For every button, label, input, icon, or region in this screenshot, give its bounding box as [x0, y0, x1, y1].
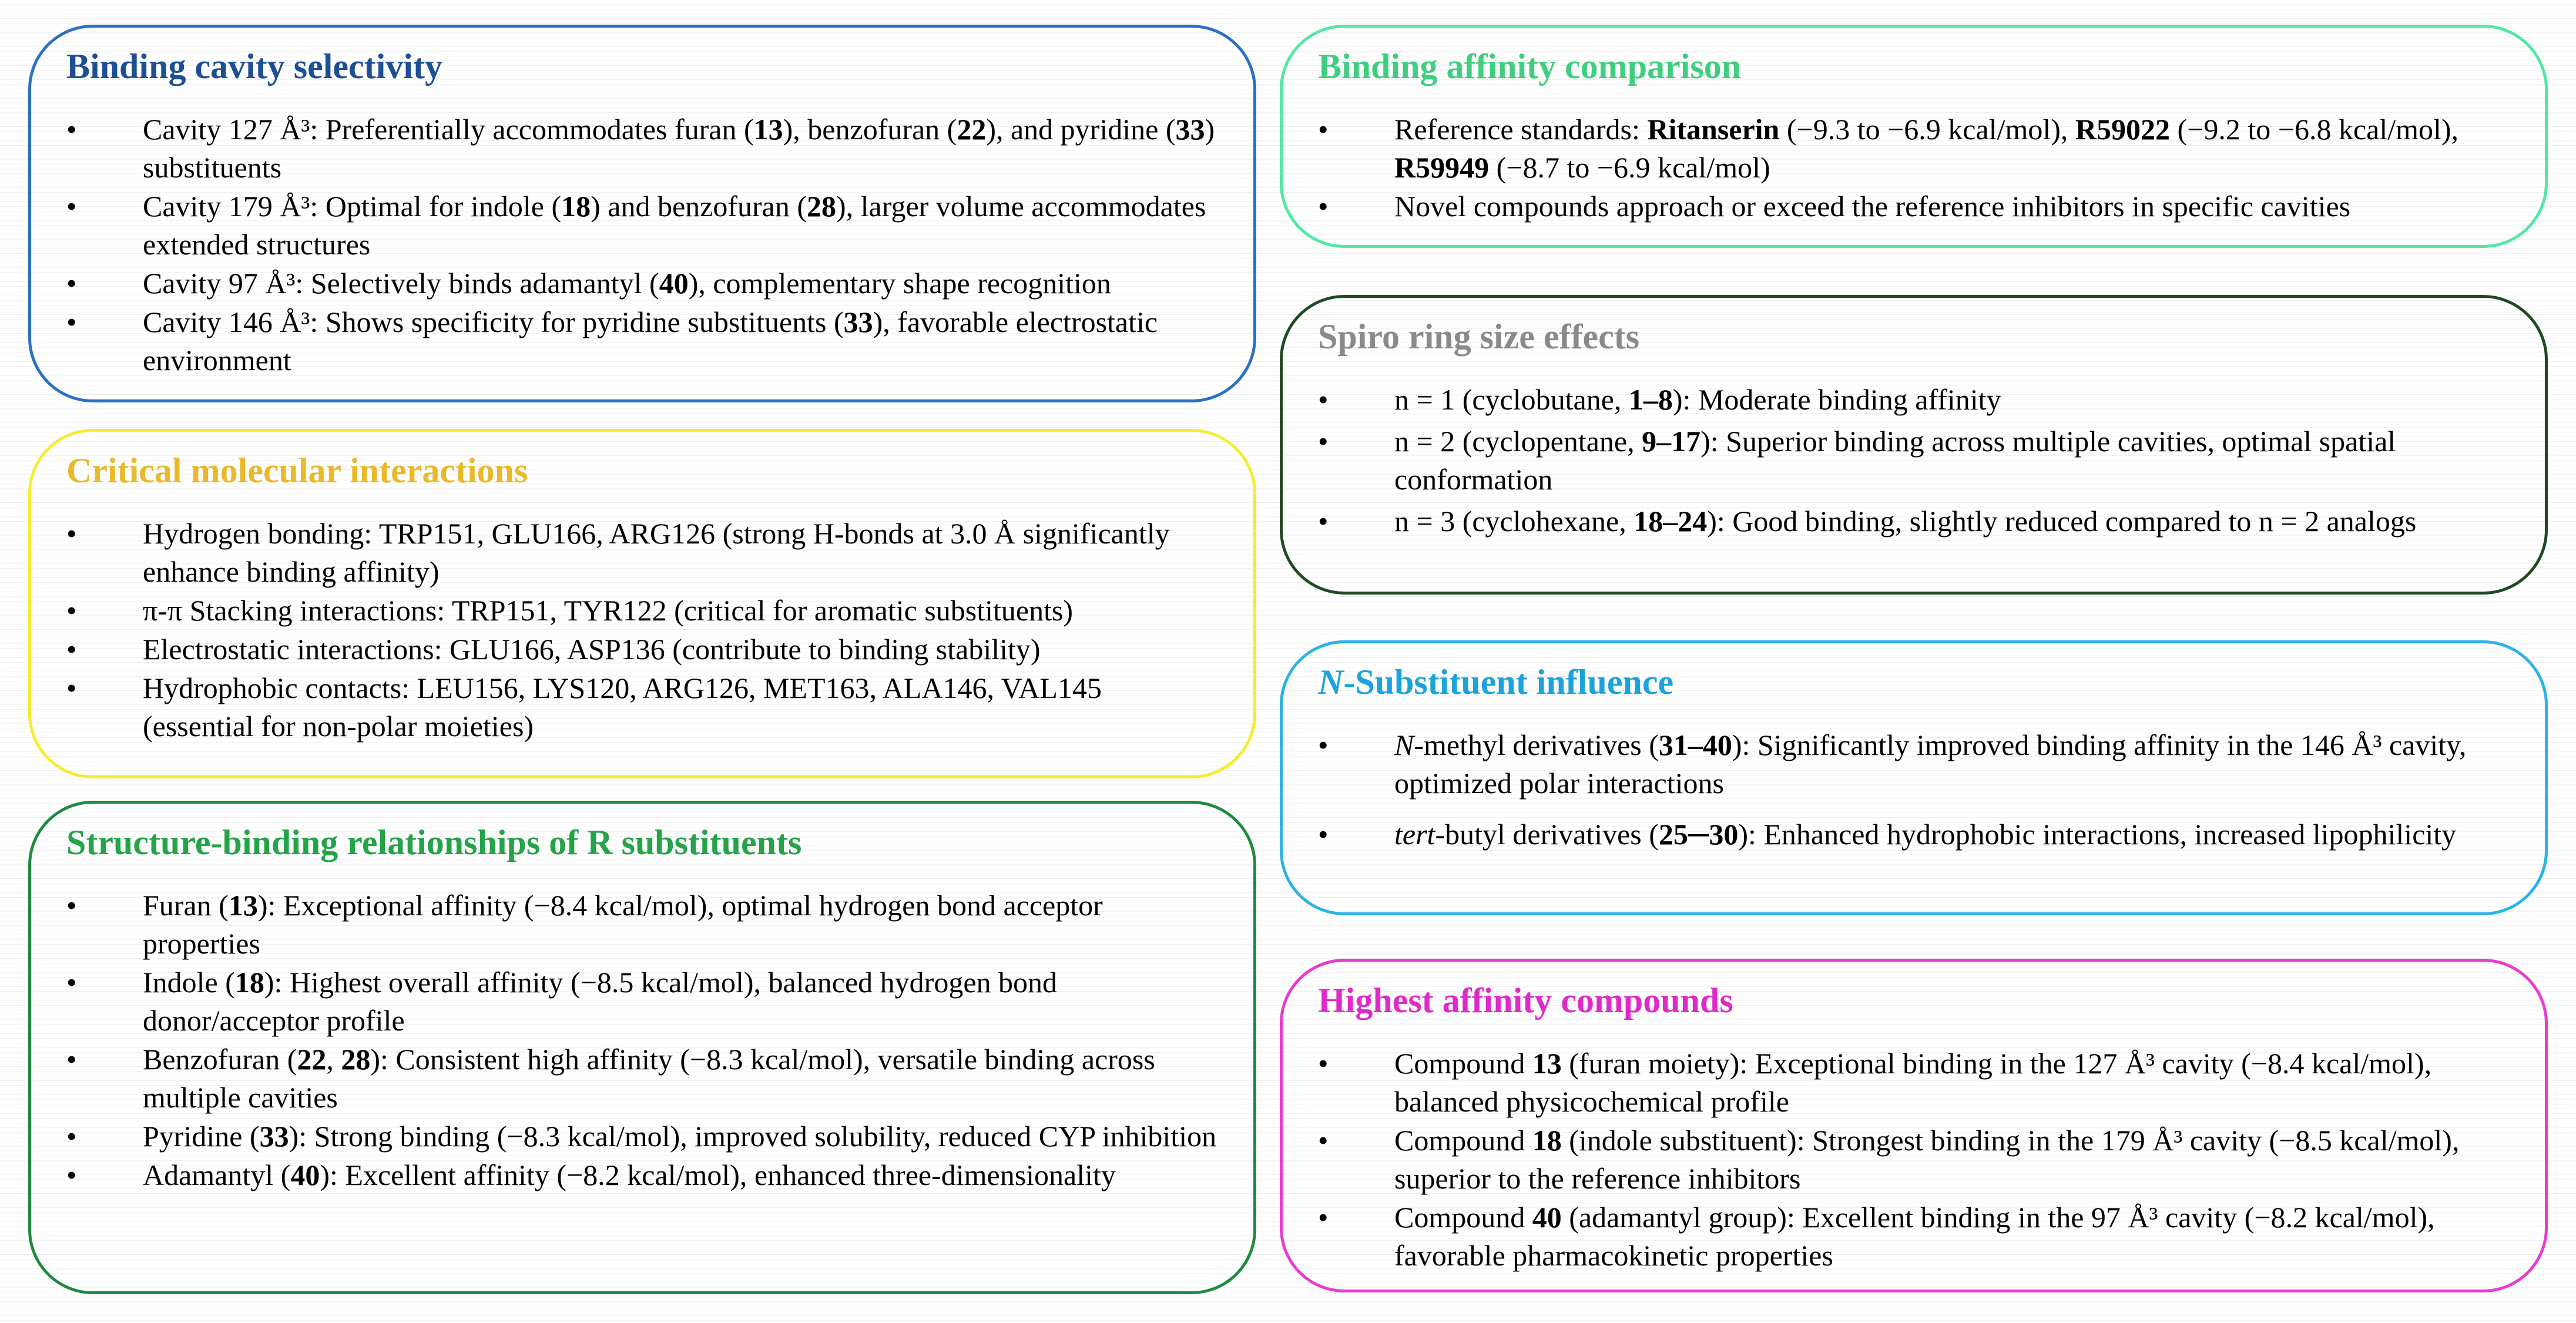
panel-title: N-Substituent influence — [1318, 663, 1674, 701]
list-item: • Adamantyl (40): Excellent affinity (−8.2 kcal/mol), enhanced three-dimensionality — [66, 1156, 1218, 1194]
list-item: • π-π Stacking interactions: TRP151, TYR122 (critical for aromatic substituents) — [66, 592, 1218, 630]
list-item: • Indole (18): Highest overall affinity (−8.5 kcal/mol), balanced hydrogen bond donor/acceptor profile — [66, 963, 1218, 1040]
list-item: • Compound 40 (adamantyl group): Excellent binding in the 97 Å³ cavity (−8.2 kcal/mol), favorable pharmacokinetic properties — [1318, 1198, 2510, 1275]
bullet-list — [1318, 381, 2510, 540]
bullet-list — [1318, 1045, 2510, 1275]
panel-title: Binding affinity comparison — [1318, 47, 1742, 86]
list-item: • Cavity 97 Å³: Selectively binds adamantyl (40), complementary shape recognition — [66, 264, 1218, 303]
list-item: • Reference standards: Ritanserin (−9.3 to −6.9 kcal/mol), R59022 (−9.2 to −6.8 kcal/mol), R59949 (−8.7 to −6.9 kcal/mol) — [1318, 110, 2510, 187]
panel-binding-cavity-selectivity — [28, 25, 1256, 402]
panel-title: Binding cavity selectivity — [66, 47, 442, 86]
list-item: • Compound 13 (furan moiety): Exceptional binding in the 127 Å³ cavity (−8.4 kcal/mol), balanced physicochemical profile — [1318, 1045, 2510, 1121]
list-item: • n = 2 (cyclopentane, 9–17): Superior binding across multiple cavities, optimal spatial conformation — [1318, 422, 2510, 499]
list-item: • n = 3 (cyclohexane, 18–24): Good binding, slightly reduced compared to n = 2 analogs — [1318, 502, 2510, 540]
panel-critical-molecular-interactions — [28, 429, 1256, 778]
list-item: • Compound 18 (indole substituent): Strongest binding in the 179 Å³ cavity (−8.5 kcal/mol), superior to the reference inhibitors — [1318, 1121, 2510, 1198]
list-item: • tert-butyl derivatives (25─30): Enhanced hydrophobic interactions, increased lipophilicity — [1318, 815, 2510, 854]
panel-title: Spiro ring size effects — [1318, 317, 1640, 356]
panel-binding-affinity-comparison — [1280, 25, 2548, 248]
panel-structure-binding-relationships — [28, 801, 1256, 1294]
panel-n-substituent-influence — [1280, 640, 2548, 915]
list-item: • Hydrophobic contacts: LEU156, LYS120, ARG126, MET163, ALA146, VAL145 (essential for non-polar moieties) — [66, 669, 1218, 746]
list-item: • Cavity 146 Å³: Shows specificity for pyridine substituents (33), favorable electrostatic environment — [66, 303, 1218, 380]
list-item: • Furan (13): Exceptional affinity (−8.4 kcal/mol), optimal hydrogen bond acceptor properties — [66, 887, 1218, 963]
panel-title: Critical molecular interactions — [66, 451, 528, 490]
list-item: • Cavity 127 Å³: Preferentially accommodates furan (13), benzofuran (22), and pyridine (33) substituents — [66, 110, 1218, 187]
panel-title: Structure-binding relationships of R substituents — [66, 823, 802, 862]
bullet-list — [66, 110, 1218, 380]
panel-title: Highest affinity compounds — [1318, 981, 1733, 1020]
bullet-list — [1318, 110, 2510, 226]
list-item: • Benzofuran (22, 28): Consistent high affinity (−8.3 kcal/mol), versatile binding across multiple cavities — [66, 1040, 1218, 1117]
panel-spiro-ring-size-effects — [1280, 295, 2548, 595]
list-item: • Novel compounds approach or exceed the reference inhibitors in specific cavities — [1318, 187, 2510, 226]
list-item: • n = 1 (cyclobutane, 1–8): Moderate binding affinity — [1318, 381, 2510, 419]
bullet-list — [66, 887, 1218, 1194]
list-item: • Cavity 179 Å³: Optimal for indole (18) and benzofuran (28), larger volume accommodates extended structures — [66, 187, 1218, 264]
list-item: • N-methyl derivatives (31–40): Significantly improved binding affinity in the 146 Å³ cavity, optimized polar interactions — [1318, 726, 2510, 802]
list-item: • Pyridine (33): Strong binding (−8.3 kcal/mol), improved solubility, reduced CYP inhibition — [66, 1117, 1218, 1156]
list-item: • Electrostatic interactions: GLU166, ASP136 (contribute to binding stability) — [66, 630, 1218, 669]
bullet-list — [1318, 726, 2510, 854]
panel-highest-affinity-compounds — [1280, 959, 2548, 1292]
bullet-list — [66, 515, 1218, 746]
list-item: • Hydrogen bonding: TRP151, GLU166, ARG126 (strong H-bonds at 3.0 Å significantly enhance binding affinity) — [66, 515, 1218, 591]
